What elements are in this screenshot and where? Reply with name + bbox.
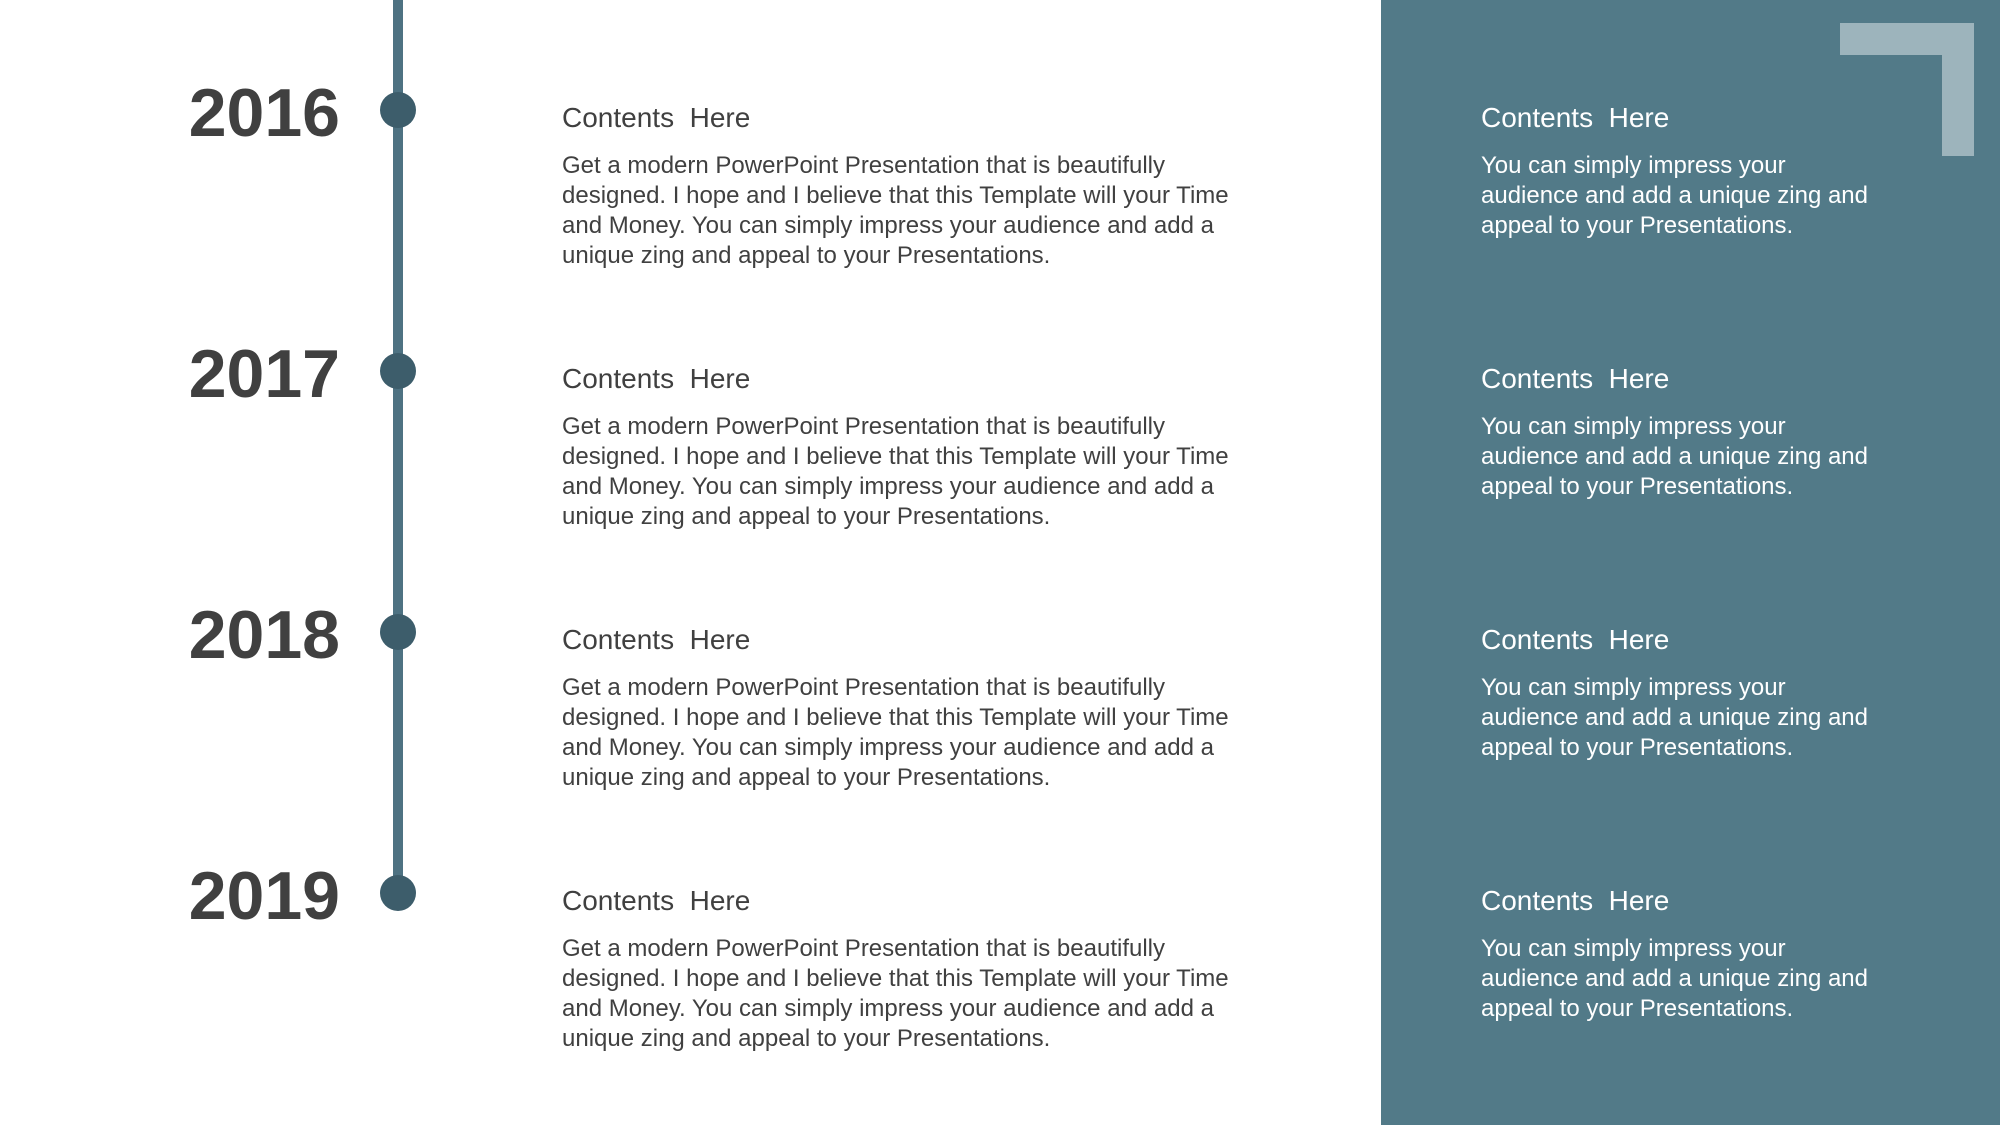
panel-body-2: You can simply impress your audience and add a unique zing and appeal to your Presentations. [1481, 413, 1868, 500]
entry-title-2017: Contents Here [562, 363, 751, 394]
year-label-2018: 2018 [188, 597, 340, 673]
panel-title-2: Contents Here [1481, 363, 1670, 394]
entry-body-2017: Get a modern PowerPoint Presentation that is beautifully designed. I hope and I believe that this Template will your Time and Money. You can simply impress your audience and add a unique zing and appeal to your Presentations. [562, 413, 1229, 530]
entry-title-2018: Contents Here [562, 624, 751, 655]
panel-body-1: You can simply impress your audience and add a unique zing and appeal to your Presentations. [1481, 152, 1868, 239]
timeline-line [393, 0, 403, 890]
corner-bracket-vertical [1942, 23, 1974, 156]
entry-body-2018: Get a modern PowerPoint Presentation that is beautifully designed. I hope and I believe that this Template will your Time and Money. You can simply impress your audience and add a unique zing and appeal to your Presentations. [562, 674, 1229, 791]
panel-title-4: Contents Here [1481, 885, 1670, 916]
entry-title-2019: Contents Here [562, 885, 751, 916]
timeline-dot-2016 [380, 92, 416, 128]
year-label-2016: 2016 [188, 75, 340, 151]
entry-body-2016: Get a modern PowerPoint Presentation that is beautifully designed. I hope and I believe that this Template will your Time and Money. You can simply impress your audience and add a unique zing and appeal to your Presentations. [562, 152, 1229, 269]
panel-title-1: Contents Here [1481, 102, 1670, 133]
year-label-2017: 2017 [188, 336, 340, 412]
panel-body-3: You can simply impress your audience and add a unique zing and appeal to your Presentations. [1481, 674, 1868, 761]
entry-title-2016: Contents Here [562, 102, 751, 133]
panel-body-4: You can simply impress your audience and add a unique zing and appeal to your Presentations. [1481, 935, 1868, 1022]
panel-title-3: Contents Here [1481, 624, 1670, 655]
year-label-2019: 2019 [188, 858, 340, 934]
timeline-dot-2018 [380, 614, 416, 650]
timeline-dot-2019 [380, 875, 416, 911]
timeline-dot-2017 [380, 353, 416, 389]
entry-body-2019: Get a modern PowerPoint Presentation that is beautifully designed. I hope and I believe that this Template will your Time and Money. You can simply impress your audience and add a unique zing and appeal to your Presentations. [562, 935, 1229, 1052]
corner-bracket-decoration [1840, 23, 1974, 156]
